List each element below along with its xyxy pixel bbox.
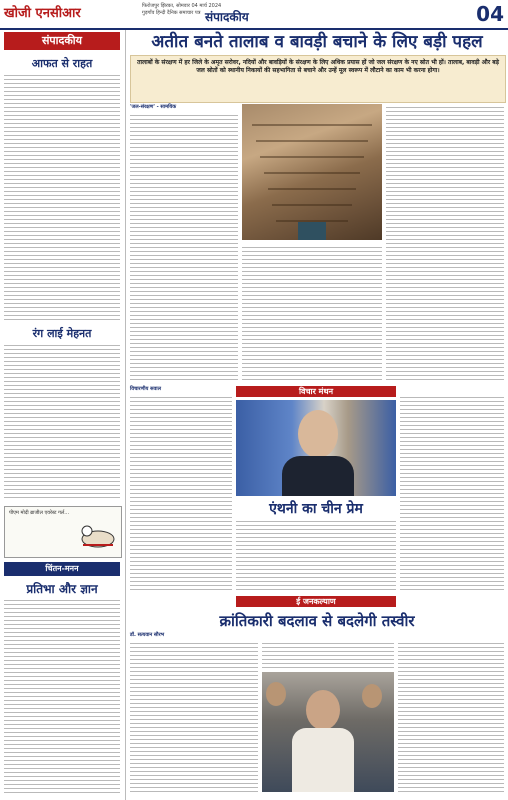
editorial-body-1	[4, 72, 120, 320]
lead-headline: अतीत बनते तालाब व बावड़ी बचाने के लिए बड़ी पहल	[151, 32, 483, 52]
cartoon-caption: पीएम मोदी ब्राजील एवरेस्ट गर्ल...	[9, 510, 70, 516]
cartoon-box	[4, 506, 122, 558]
ejankalyan-kicker: डॉ. सत्यवान सौरभ	[130, 632, 165, 638]
vichar-body-col-2	[236, 518, 396, 590]
lead-dek-box	[130, 55, 506, 103]
editorial-headline-2: रंग लाई मेहनत	[32, 327, 92, 340]
lead-body-col-2	[242, 244, 382, 382]
ejankalyan-headline: क्रांतिकारी बदलाव से बदलेगी तस्वीर	[219, 612, 415, 630]
dateline-subtitle: गुड़गाँव हिन्दी दैनिक समाचार पत्र	[142, 10, 201, 16]
stepwell-photo	[242, 104, 382, 240]
editorial-headline-1: आफत से राहत	[31, 57, 93, 70]
chintan-headline: प्रतिभा और ज्ञान	[26, 582, 98, 596]
ejankalyan-body-col-2	[262, 640, 394, 668]
vichar-label: विचार मंथन	[236, 386, 396, 397]
ejankalyan-label: ई जनकल्याण	[236, 596, 396, 607]
lead-dek: तालाबों के संरक्षण में हर जिले के अमृत सरोवर, नदियों और बावड़ियों के संरक्षण के लिए अधिक प्रयास हों जो जल संरक्षण के नए स्रोत भी हों। तालाब, बावड़ी और बड़े जल स्रोतों को स्थानीय निकायों की सहभागिता से बचाने और उन्हें मूल स्वरूप में लौटाने का काम भी करना होगा।	[137, 59, 499, 74]
vichar-headline: एंथनी का चीन प्रेम	[269, 501, 363, 517]
ejankalyan-body-col-3	[398, 640, 504, 794]
section-title: संपादकीय	[205, 10, 249, 24]
newspaper-brand: खोजी एनसीआर	[4, 6, 81, 21]
leader-photo	[236, 400, 396, 496]
lead-byline: 'जल-संरक्षण' - सामयिक	[130, 104, 177, 110]
editorial-label: संपादकीय	[4, 32, 120, 50]
vichar-kicker: विचारणीय सवाल	[130, 386, 161, 392]
vichar-body-col-1	[130, 394, 232, 590]
lead-body-col-1	[130, 112, 238, 382]
dateline-date: फिरोजपुर झिरका, सोमवार 04 मार्च 2024	[142, 3, 222, 9]
crowd-photo	[262, 672, 394, 792]
vichar-body-col-3	[400, 394, 504, 590]
cartoon-drawing-icon	[79, 523, 117, 551]
editorial-body-2	[4, 342, 120, 500]
page-number: 04	[476, 2, 504, 26]
ejankalyan-body-col-1	[130, 640, 258, 794]
chintan-body	[4, 597, 120, 795]
chintan-label: चिंतन-मनन	[4, 562, 120, 576]
lead-body-col-3	[386, 104, 504, 382]
